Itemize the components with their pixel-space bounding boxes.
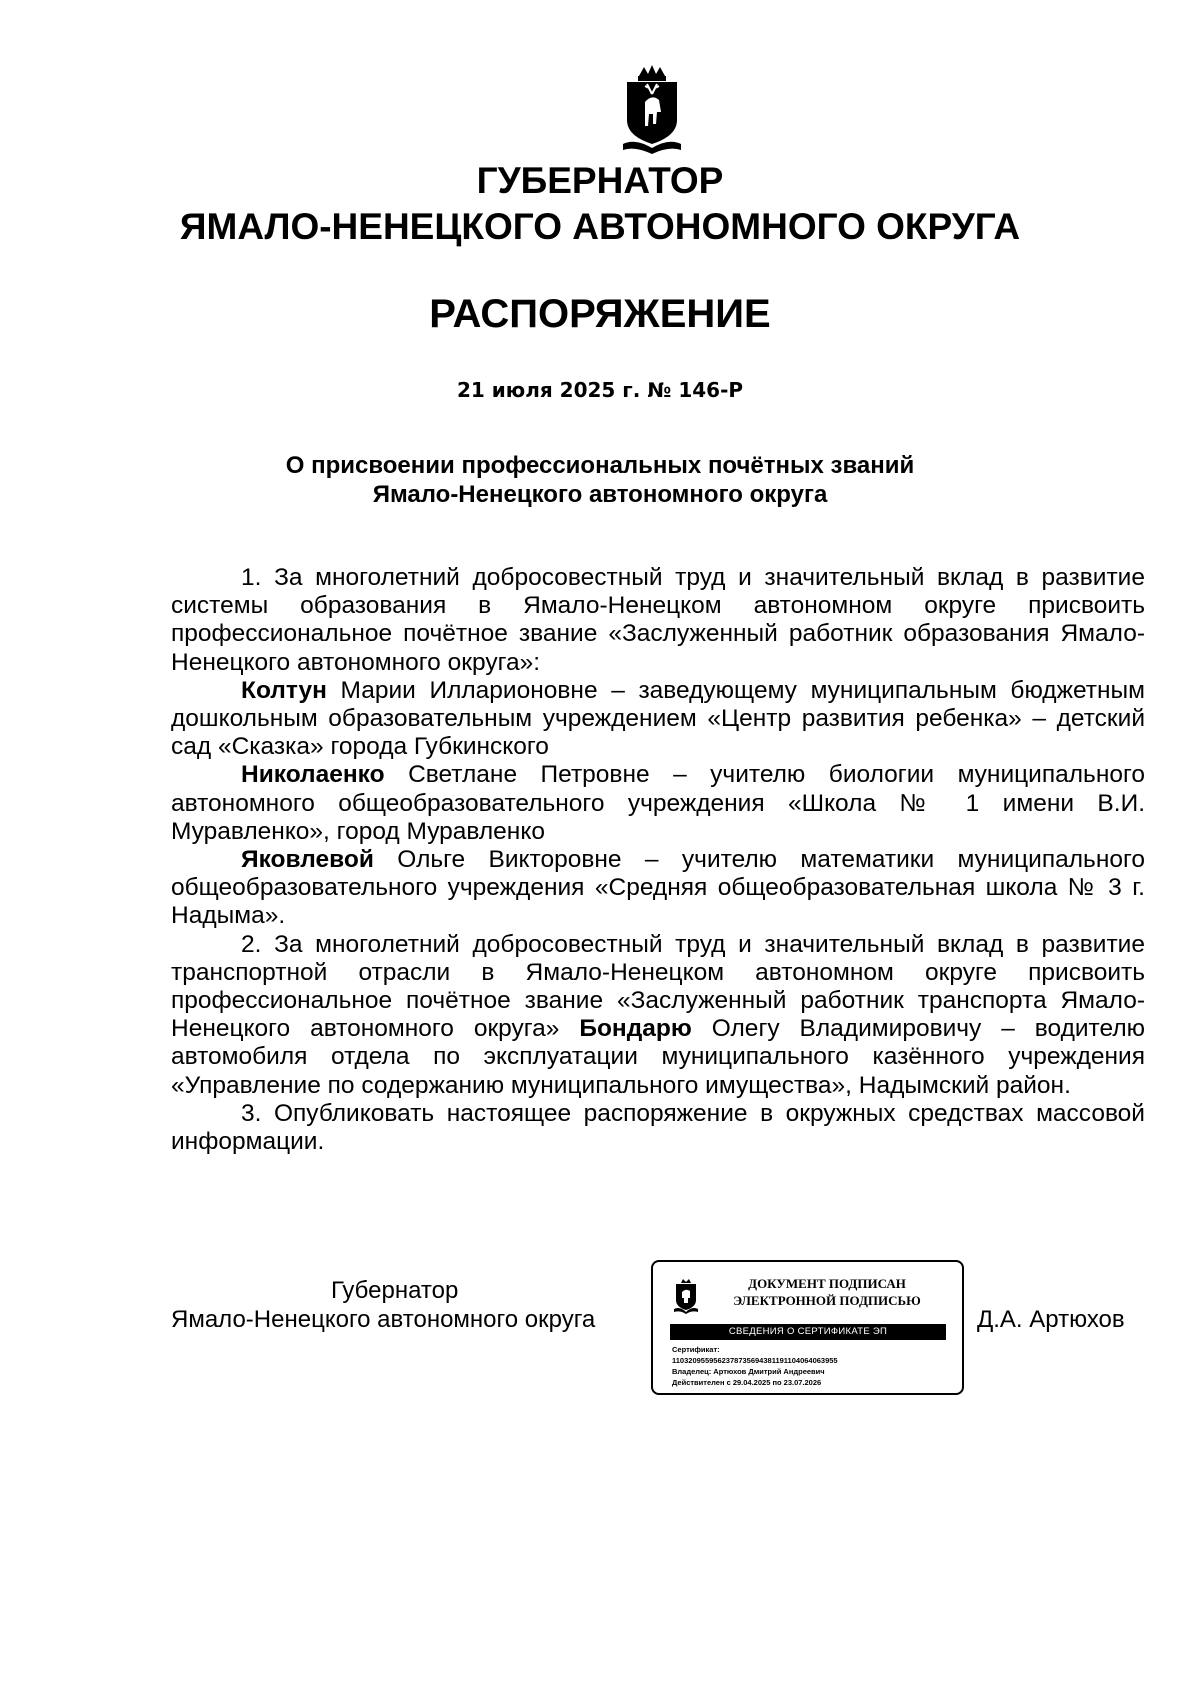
stamp-heading-line-1: ДОКУМЕНТ ПОДПИСАН [748, 1276, 906, 1291]
paragraph-2 [171, 931, 1145, 1100]
stamp-coat-of-arms-icon [673, 1278, 699, 1314]
signatory-name: Д.А. Артюхов [977, 1306, 1125, 1333]
electronic-signature-stamp [651, 1260, 964, 1395]
awardee-2 [171, 761, 1145, 846]
signatory-title-line-2: Ямало-Ненецкого автономного округа [171, 1306, 596, 1333]
awardee-4-surname: Бондарю [579, 1015, 692, 1043]
certificate-label: Сертификат: [672, 1345, 720, 1354]
certificate-owner: Владелец: Артюхов Дмитрий Андреевич [672, 1367, 825, 1376]
awardee-1-surname: Колтун [241, 676, 327, 704]
certificate-number: 1103209559562378735694381191104064063955 [672, 1356, 838, 1365]
awardee-2-surname: Николаенко [241, 761, 385, 789]
certificate-details [672, 1344, 838, 1388]
paragraph-3: 3. Опубликовать настоящее распоряжение в окружных средствах массовой информации. [171, 1099, 1145, 1156]
signatory-title [171, 1276, 595, 1334]
stamp-heading [717, 1275, 937, 1309]
authority-line-1: ГУБЕРНАТОР [476, 160, 724, 201]
subject-line-2: Ямало-Ненецкого автономного округа [372, 481, 828, 508]
subject-line-1: О присвоении профессиональных почётных званий [285, 452, 915, 479]
document-body [171, 564, 1145, 1156]
awardee-1 [171, 677, 1145, 762]
paragraph-1: 1. За многолетний добросовестный труд и значительный вклад в развитие системы образования в Ямало-Ненецком автономном округе присвоить профессиональное почётное звание «Заслуженный работник образования Ямало-Ненецкого автономного округа»: [171, 564, 1145, 676]
coat-of-arms-icon [617, 64, 687, 156]
stamp-heading-line-2: ЭЛЕКТРОННОЙ ПОДПИСЬЮ [733, 1293, 921, 1308]
awardee-3-surname: Яковлевой [241, 846, 374, 874]
issuing-authority [100, 158, 1100, 250]
certificate-info-bar: СВЕДЕНИЯ О СЕРТИФИКАТЕ ЭП [670, 1324, 946, 1340]
awardee-3-details: Ольге Викторовне – учителю математики муниципального общеобразовательного учреждения «Средняя общеобразовательная школа № 3 г. Надыма». [171, 846, 1145, 930]
authority-line-2: ЯМАЛО-НЕНЕЦКОГО АВТОНОМНОГО ОКРУГА [179, 206, 1021, 247]
document-date-number: 21 июля 2025 г. № 146-Р [456, 378, 744, 402]
document-subject [100, 451, 1100, 509]
awardee-4-details: Олегу Владимировичу – водителю автомобиля отдела по эксплуатации муниципального казённого учреждения «Управление по содержанию муниципального имущества», Надымский район. [171, 1015, 1145, 1099]
awardee-1-details: Марии Илларионовне – заведующему муниципальным бюджетным дошкольным образовательным учреждением «Центр развития ребенка» – детский сад «Сказка» города Губкинского [171, 676, 1145, 761]
signatory-title-line-1: Губернатор [331, 1277, 459, 1304]
awardee-2-details: Светлане Петровне – учителю биологии муниципального автономного общеобразовательного учреждения «Школа № 1 имени В.И. Муравленко», город Муравленко [171, 761, 1146, 845]
certificate-validity: Действителен с 29.04.2025 по 23.07.2026 [672, 1378, 822, 1387]
paragraph-2-text: 2. За многолетний добросовестный труд и значительный вклад в развитие транспортной отрасли в Ямало-Ненецком автономном округе присвоить профессиональное почётное звание «Заслуженный работник транспорта Ямало-Ненецкого автономного округа» [171, 930, 1145, 1043]
awardee-3 [171, 846, 1145, 931]
document-type: РАСПОРЯЖЕНИЕ [429, 292, 771, 336]
